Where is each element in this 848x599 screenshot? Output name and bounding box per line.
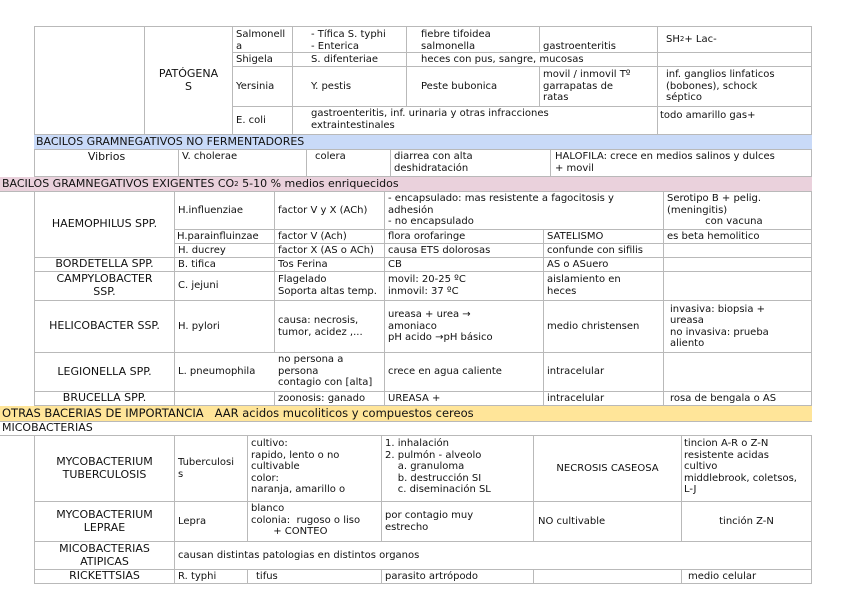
section-otras: OTRAS BACERIAS DE IMPORTANCIA AAR acidos mucoliticos y compuestos cereos [0, 406, 812, 422]
campylobacter-species: C. jejuni [175, 272, 275, 301]
disease-shigela: heces con pus, sangre, mucosas [407, 53, 658, 67]
disease-salmonella: fiebre tifoidea salmonella [407, 26, 540, 53]
section-exigentes [0, 177, 812, 192]
brucella-info: UREASA + [385, 392, 544, 406]
test-ecoli: todo amarillo gas+ [658, 107, 812, 135]
campylobacter-name: CAMPYLOBACTER SSP. [34, 272, 175, 301]
tuberculosis-necrosis: NECROSIS CASEOSA [534, 436, 682, 502]
haemophilus-r3-species: H. ducrey [175, 244, 275, 258]
bordetella-extra [664, 258, 812, 272]
organism-salmonella: Salmonell a [233, 26, 293, 53]
extra-yersinia: movil / inmovil Tº garrapatas de ratas [540, 67, 658, 107]
test-salmonella-rest: + Lac- [684, 33, 717, 45]
campylobacter-col5: aislamiento en heces [544, 272, 664, 301]
species-salmonella: - Tífica S. typhi - Enterica [293, 26, 407, 53]
haemophilus-name: HAEMOPHILUS SPP. [34, 192, 175, 258]
tuberculosis-disease: Tuberculosi s [175, 436, 248, 502]
leprae-name: MYCOBACTERIUM LEPRAE [34, 502, 175, 542]
brucella-disease: zoonosis: ganado [275, 392, 385, 406]
atipicas-name: MICOBACTERIAS ATIPICAS [34, 542, 175, 570]
vibrios-notes: HALOFILA: crece en medios salinos y dulces + movil [551, 150, 812, 177]
section-exigentes-rest: 5-10 % medios enriquecidos [238, 177, 399, 190]
bordetella-col5: AS o ASuero [544, 258, 664, 272]
tuberculosis-tincion: tincion A-R o Z-N resistente acidas cultivo middlebrook, coletsos, L-J [682, 436, 812, 502]
leprae-cultivable: NO cultivable [534, 502, 682, 542]
legionella-name: LEGIONELLA SPP. [34, 353, 175, 392]
section-no-fermentadores: BACILOS GRAMNEGATIVOS NO FERMENTADORES [34, 135, 812, 150]
helicobacter-info: ureasa + urea → amoniaco pH acido →pH básico [385, 301, 544, 353]
species-yersinia: Y. pestis [293, 67, 407, 107]
haemophilus-r1-factor: factor V y X (ACh) [275, 192, 385, 230]
rickettsias-extra: medio celular [682, 570, 812, 584]
campylobacter-extra [664, 272, 812, 301]
bordetella-species: B. tifica [175, 258, 275, 272]
leprae-tincion: tinción Z-N [682, 502, 812, 542]
helicobacter-disease: causa: necrosis, tumor, acidez ,... [275, 301, 385, 353]
test-shigela [658, 53, 812, 67]
section-exigentes-main: BACILOS GRAMNEGATIVOS EXIGENTES [2, 177, 218, 190]
tuberculosis-cultivo: cultivo: rapido, lento o no cultivable color: naranja, amarillo o [248, 436, 382, 502]
section-exigentes-co2: CO [217, 177, 235, 190]
haemophilus-r1-info: - encapsulado: mas resistente a fagocitosis y adhesión - no encapsulado [385, 192, 664, 230]
disease-yersinia: Peste bubonica [407, 67, 540, 107]
rickettsias-col5 [534, 570, 682, 584]
haemophilus-r1-species: H.influenziae [175, 192, 275, 230]
legionella-species: L. pneumophila [175, 353, 385, 392]
legionella-col5: intracelular [544, 353, 664, 392]
vibrios-species: V. cholerae [179, 150, 307, 177]
species-ecoli: gastroenteritis, inf. urinaria y otras infracciones extraintestinales [293, 107, 658, 135]
haemophilus-r2-col5: SATELISMO [544, 230, 664, 244]
tuberculosis-name: MYCOBACTERIUM TUBERCULOSIS [34, 436, 175, 502]
test-salmonella-main: SH [666, 33, 680, 45]
test-yersinia: inf. ganglios linfaticos (bobones), schock séptico [658, 67, 812, 107]
bordetella-info: CB [385, 258, 544, 272]
helicobacter-extra: invasiva: biopsia + ureasa no invasiva: prueba aliento [664, 301, 812, 353]
haemophilus-r2-factor: factor V (Ach) [275, 230, 385, 244]
species-shigela: S. difenteriae [293, 53, 407, 67]
haemophilus-r3-extra [664, 244, 812, 258]
helicobacter-name: HELICOBACTER SSP. [34, 301, 175, 353]
haemophilus-r2-extra: es beta hemolitico [664, 230, 812, 244]
rickettsias-name: RICKETTSIAS [34, 570, 175, 584]
rickettsias-info: parasito artrópodo [382, 570, 534, 584]
rickettsias-disease: tifus [248, 570, 382, 584]
extra-salmonella: gastroenteritis [540, 26, 658, 53]
section-exigentes-sub: 2 [234, 179, 239, 188]
legionella-disease: no persona a persona contagio con [alta] [275, 353, 385, 392]
bordetella-name: BORDETELLA SPP. [34, 258, 175, 272]
haemophilus-r3-col5: confunde con sifilis [544, 244, 664, 258]
helicobacter-species: H. pylori [175, 301, 275, 353]
brucella-col5: intracelular [544, 392, 664, 406]
bordetella-disease: Tos Ferina [275, 258, 385, 272]
organism-shigela: Shigela [233, 53, 293, 67]
table-header-blank [34, 26, 145, 135]
brucella-name: BRUCELLA SPP. [34, 392, 175, 406]
patogenas-label: PATÓGENA S [145, 26, 233, 135]
legionella-extra [664, 353, 812, 392]
brucella-species [175, 392, 275, 406]
haemophilus-r3-info: causa ETS dolorosas [385, 244, 544, 258]
haemophilus-r1-extra: Serotipo B + pelig. (meningitis) con vacuna [664, 192, 812, 230]
campylobacter-info: movil: 20-25 ºC inmovil: 37 ºC [385, 272, 544, 301]
helicobacter-col5: medio christensen [544, 301, 664, 353]
leprae-disease: Lepra [175, 502, 248, 542]
atipicas-text: causan distintas patologias en distintos organos [175, 542, 812, 570]
organism-yersinia: Yersinia [233, 67, 293, 107]
brucella-extra: rosa de bengala o AS [664, 392, 812, 406]
vibrios-name: Vibrios [34, 150, 179, 177]
test-salmonella-sub: 2 [679, 35, 685, 44]
organism-ecoli: E. coli [233, 107, 293, 135]
legionella-info: crece en agua caliente [385, 353, 544, 392]
rickettsias-species: R. typhi [175, 570, 248, 584]
campylobacter-disease: Flagelado Soporta altas temp. [275, 272, 385, 301]
test-salmonella [658, 26, 812, 53]
section-micobacterias: MICOBACTERIAS [0, 422, 812, 436]
haemophilus-r2-info: flora orofaringe [385, 230, 544, 244]
leprae-contagio: por contagio muy estrecho [382, 502, 534, 542]
vibrios-disease: colera [307, 150, 391, 177]
haemophilus-r3-factor: factor X (AS o ACh) [275, 244, 385, 258]
tuberculosis-transmission: 1. inhalación 2. pulmón - alveolo a. granuloma b. destrucción SI c. diseminación SL [382, 436, 534, 502]
leprae-cultivo: blanco colonia: rugoso o liso + CONTEO [248, 502, 382, 542]
vibrios-symptoms: diarrea con alta deshidratación [391, 150, 551, 177]
haemophilus-r2-species: H.parainfluinzae [175, 230, 275, 244]
